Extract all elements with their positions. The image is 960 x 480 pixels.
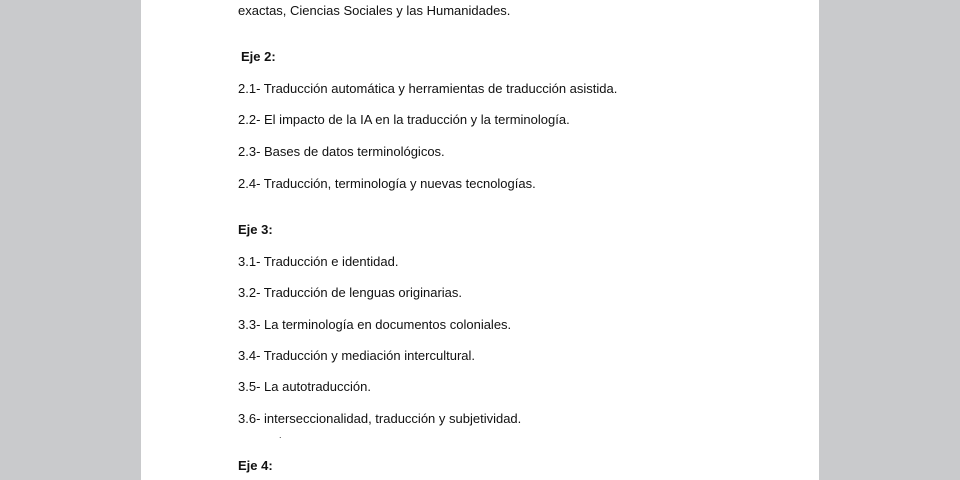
eje-2-item: 2.4- Traducción, terminología y nuevas tecnologías. bbox=[238, 176, 536, 191]
eje-3-item: 3.4- Traducción y mediación intercultural. bbox=[238, 348, 476, 363]
eje-2-item: 2.2- El impacto de la IA en la traducción y la terminología. bbox=[238, 112, 570, 127]
eje-3-item: 3.3- La terminología en documentos coloniales. bbox=[238, 317, 512, 332]
eje-3-item: 3.5- La autotraducción. bbox=[238, 379, 371, 394]
eje-3-item: 3.6- interseccionalidad, traducción y subjetividad. bbox=[238, 411, 522, 426]
eje-3-item: 3.2- Traducción de lenguas originarias. bbox=[238, 285, 463, 300]
eje-2-heading: Eje 2: bbox=[241, 49, 276, 64]
stray-mark: . bbox=[279, 430, 282, 440]
intro-text-tail: exactas, Ciencias Sociales y las Humanidades. bbox=[238, 3, 511, 18]
eje-2-item: 2.3- Bases de datos terminológicos. bbox=[238, 144, 445, 159]
eje-3-item: 3.1- Traducción e identidad. bbox=[238, 254, 399, 269]
eje-4-heading: Eje 4: bbox=[238, 458, 273, 473]
eje-2-item: 2.1- Traducción automática y herramientas de traducción asistida. bbox=[238, 81, 618, 96]
eje-3-heading: Eje 3: bbox=[238, 222, 273, 237]
document-page bbox=[141, 0, 819, 480]
